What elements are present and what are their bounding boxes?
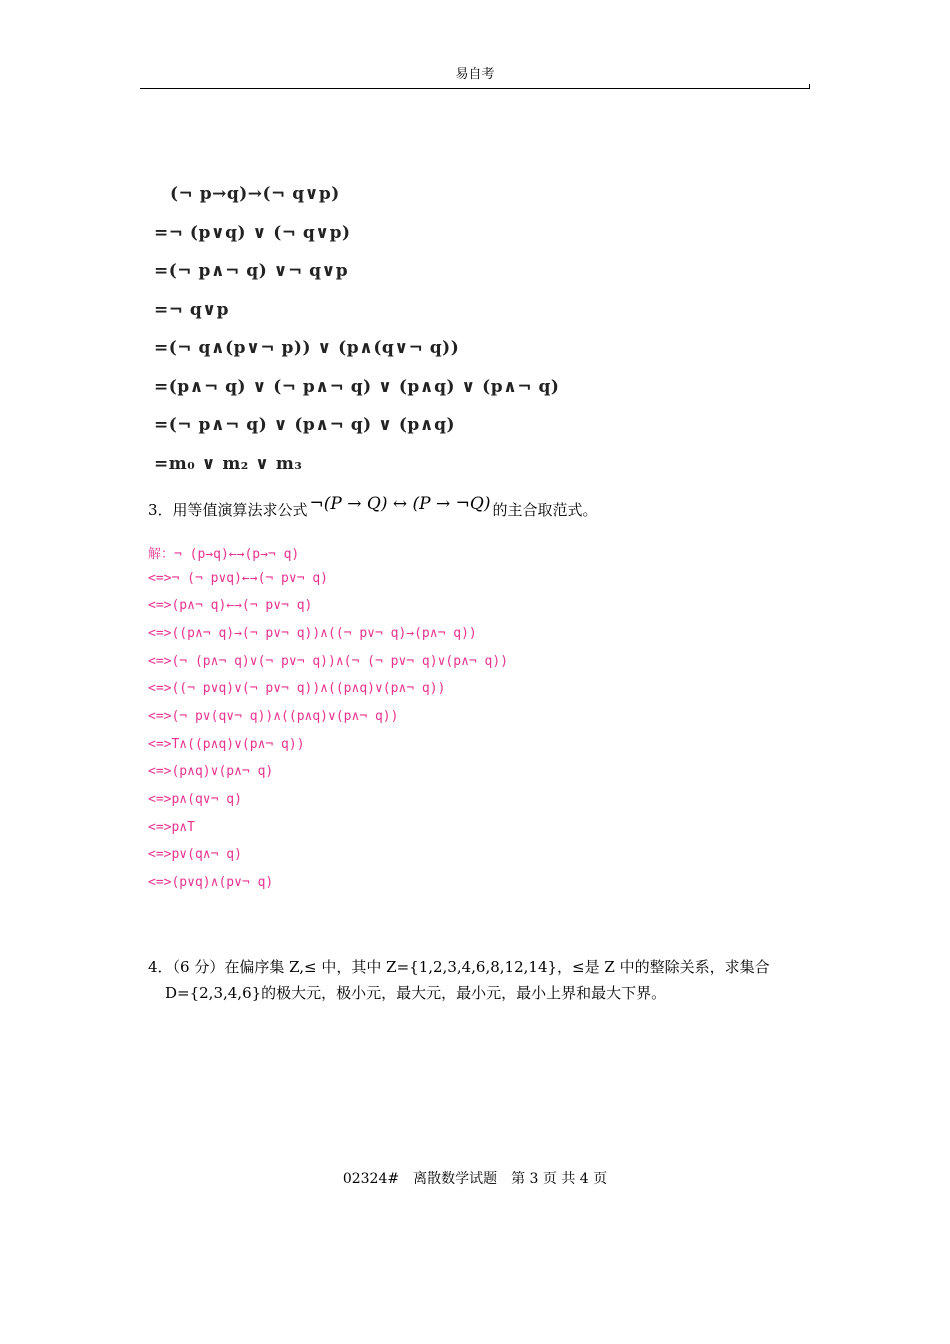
header-rule (140, 88, 810, 89)
page-header: 易自考 (455, 67, 495, 82)
derivation-line: =(¬ q∧(p∨¬ p)) ∨ (p∧(q∨¬ q)) (154, 338, 460, 358)
solution-line: <=>p∧T (148, 820, 195, 835)
solution-line: <=>(p∨q)∧(p∨¬ q) (148, 875, 274, 890)
derivation-line: =(¬ p∧¬ q) ∨¬ q∨p (154, 261, 349, 281)
solution-line: <=>((p∧¬ q)→(¬ p∨¬ q))∧((¬ p∨¬ q)→(p∧¬ q)) (148, 626, 477, 641)
page-footer: 02324# 离散数学试题 第 3 页 共 4 页 (342, 1171, 608, 1187)
question-4-line-2: D={2,3,4,6}的极大元，极小元，最大元，最小元，最小上界和最大下界。 (165, 984, 667, 1002)
question-3 (148, 494, 598, 520)
solution-line: <=>(p∧q)∨(p∧¬ q) (148, 764, 274, 779)
solution-line: <=>T∧((p∧q)∨(p∧¬ q)) (148, 737, 305, 752)
header-rule-tick (809, 84, 810, 89)
solution-line: 解：¬ (p→q)←→(p→¬ q) (148, 547, 300, 562)
question-4-line-1: 4．（6 分）在偏序集 Z,≤ 中，其中 Z={1,2,3,4,6,8,12,14}，≤是 Z 中的整除关系，求集合 (148, 958, 770, 976)
solution-line: <=>¬ (¬ p∨q)←→(¬ p∨¬ q) (148, 571, 329, 586)
derivation-line: (¬ p→q)→(¬ q∨p) (170, 184, 340, 204)
derivation-line: =¬ (p∨q) ∨ (¬ q∨p) (154, 223, 351, 243)
solution-line: <=>(p∧¬ q)←→(¬ p∨¬ q) (148, 598, 313, 613)
solution-line: <=>((¬ p∨q)∨(¬ p∨¬ q))∧((p∧q)∨(p∧¬ q)) (148, 681, 446, 696)
solution-line: <=>(¬ (p∧¬ q)∨(¬ p∨¬ q))∧(¬ (¬ p∨¬ q)∨(p∧¬ q)) (148, 654, 509, 669)
derivation-line: =¬ q∨p (154, 300, 229, 320)
solution-line: <=>p∧(q∨¬ q) (148, 792, 242, 807)
solution-line: <=>p∨(q∧¬ q) (148, 847, 242, 862)
derivation-line: =(¬ p∧¬ q) ∨ (p∧¬ q) ∨ (p∧q) (154, 415, 456, 435)
question-3-formula: ¬(P → Q) ↔ (P → ¬Q) (309, 494, 491, 514)
question-3-prefix: 3．用等值演算法求公式 (148, 501, 308, 519)
derivation-line: =m₀ ∨ m₂ ∨ m₃ (154, 454, 303, 474)
question-3-suffix: 的主合取范式。 (492, 501, 598, 519)
derivation-line: =(p∧¬ q) ∨ (¬ p∧¬ q) ∨ (p∧q) ∨ (p∧¬ q) (154, 377, 560, 397)
solution-line: <=>(¬ p∨(q∨¬ q))∧((p∧q)∨(p∧¬ q)) (148, 709, 399, 724)
